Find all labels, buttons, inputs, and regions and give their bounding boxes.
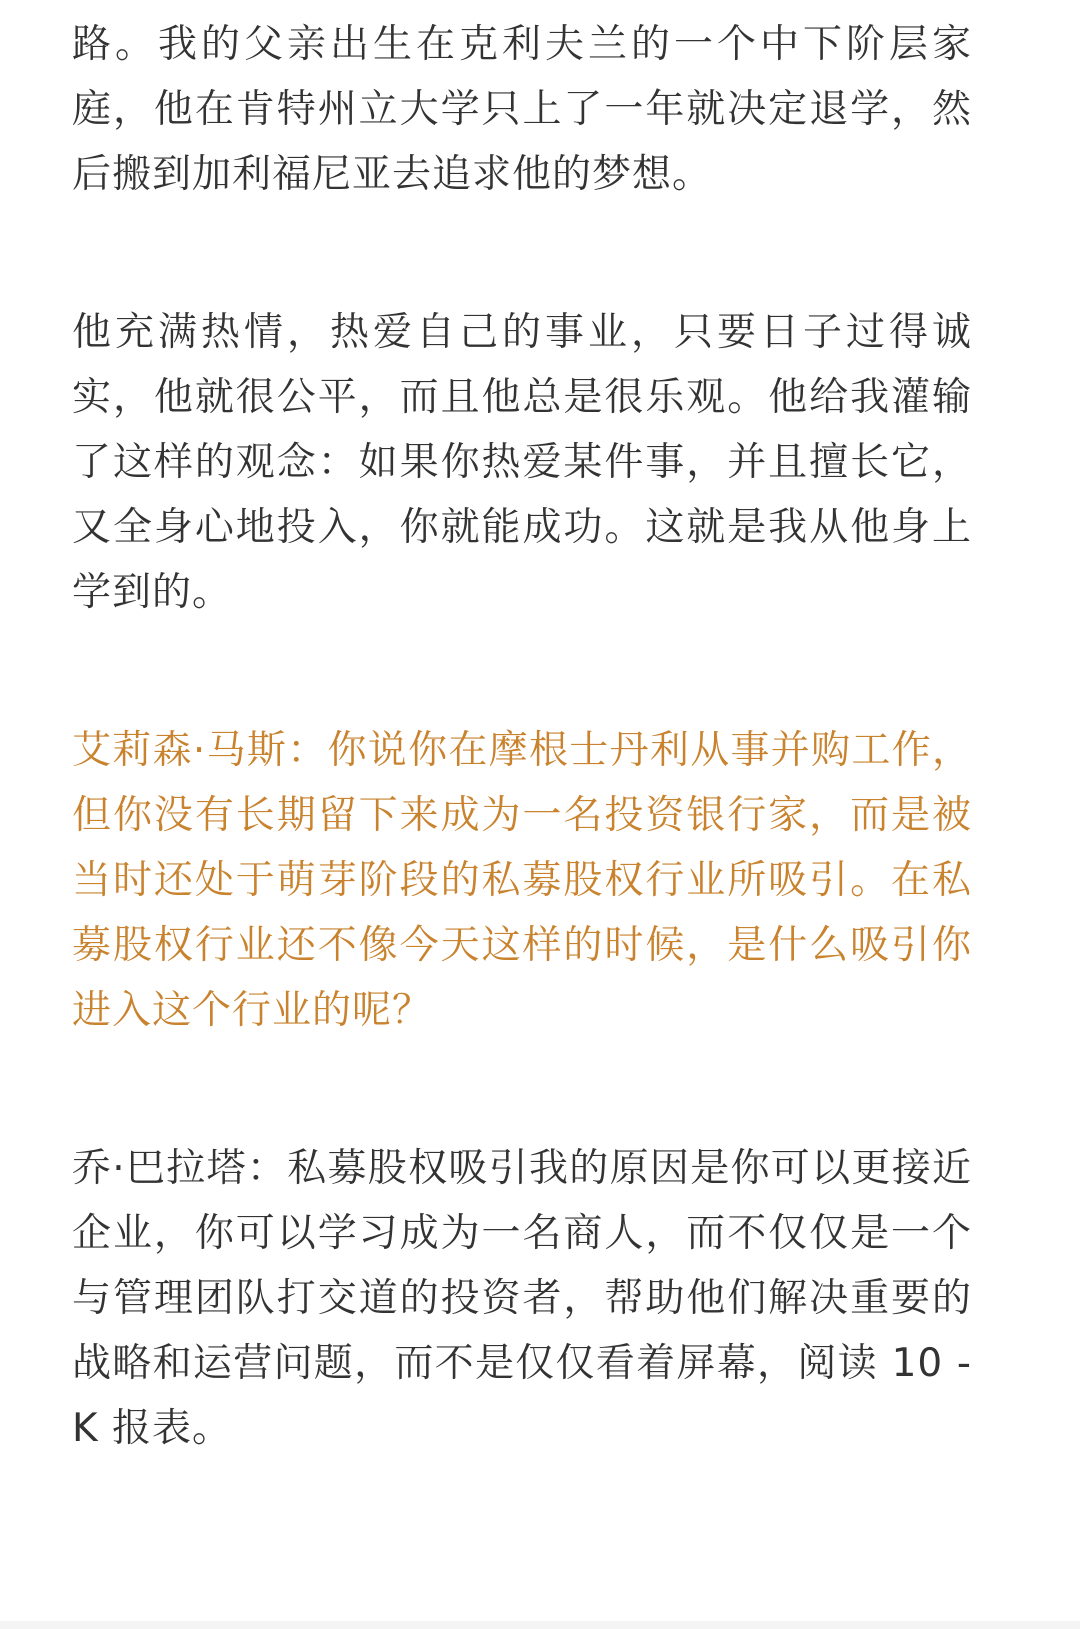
paragraph-father-background: 路。我的父亲出生在克利夫兰的一个中下阶层家庭，他在肯特州立大学只上了一年就决定退学，然后搬到加利福尼亚去追求他的梦想。 [72, 22, 972, 197]
paragraph-father-values: 他充满热情，热爱自己的事业，只要日子过得诚实，他就很公平，而且他总是很乐观。他给我灌输了这样的观念：如果你热爱某件事，并且擅长它，又全身心地投入，你就能成功。这就是我从他身上学到的。 [72, 310, 972, 615]
page-bottom-divider [0, 1621, 1080, 1629]
article-body [72, 12, 972, 1461]
interview-question: 艾莉森·马斯：你说你在摩根士丹利从事并购工作，但你没有长期留下来成为一名投资银行家，而是被当时还处于萌芽阶段的私募股权行业所吸引。在私募股权行业还不像今天这样的时候，是什么吸引你进入这个行业的呢？ [72, 728, 972, 1033]
interview-answer: 乔·巴拉塔：私募股权吸引我的原因是你可以更接近企业，你可以学习成为一名商人，而不仅仅是一个与管理团队打交道的投资者，帮助他们解决重要的战略和运营问题，而不是仅仅看着屏幕，阅读 10 - K 报表。 [72, 1146, 972, 1451]
